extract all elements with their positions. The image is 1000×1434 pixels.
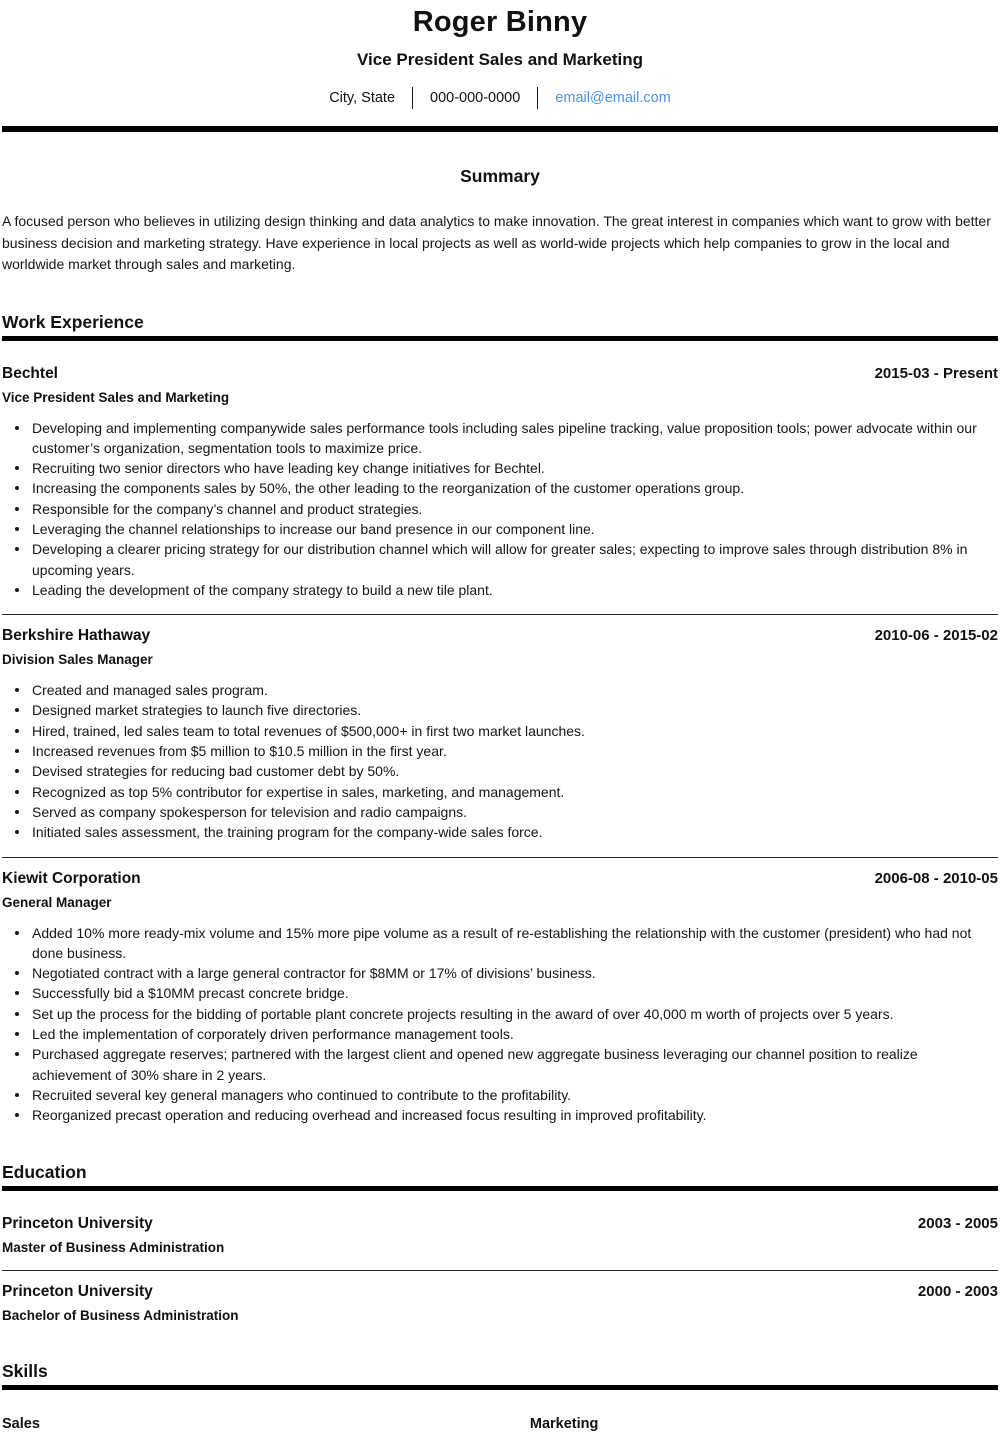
summary-heading: Summary xyxy=(460,166,540,186)
school-name: Princeton University xyxy=(2,1214,153,1232)
job-bullet-list xyxy=(2,923,998,1126)
section-rule xyxy=(2,1385,998,1390)
education-dates: 2003 - 2005 xyxy=(917,1214,998,1232)
education-header xyxy=(2,1215,998,1233)
skill-item-marketing: Marketing xyxy=(529,1415,599,1432)
bullet-item: Recruited several key general managers who continued to contribute to the profitability. xyxy=(2,1085,998,1105)
contact-phone: 000-000-0000 xyxy=(430,90,521,106)
skills-list xyxy=(2,1414,998,1434)
job-entry-berkshire-hathaway xyxy=(2,627,998,842)
bullet-item: Initiated sales assessment, the training program for the company-wide sales force. xyxy=(2,822,998,842)
bullet-item: Reorganized precast operation and reducing overhead and increased focus resulting in improved profitability. xyxy=(2,1105,998,1125)
bullet-item: Developing a clearer pricing strategy for our distribution channel which will allow for greater sales; expecting to improve sales through distribution 8% in upcoming years. xyxy=(2,539,998,580)
education-entry-bachelors xyxy=(2,1283,998,1323)
summary-text: A focused person who believes in utilizing design thinking and data analytics to make innovation. The great interest in companies which want to grow with better business decision and marketing strategy. Have experience in local projects as well as world-wide projects which help companies to grow in the local and worldwide market through sales and marketing. xyxy=(2,213,991,272)
bullet-item: Hired, trained, led sales team to total revenues of $500,000+ in first two market launches. xyxy=(2,721,998,741)
job-role: Vice President Sales and Marketing xyxy=(2,389,230,405)
bullet-item: Developing and implementing companywide sales performance tools including sales pipeline tracking, value proposition tools; power advocate within our customer’s organization, segmentation tools to maximize price. xyxy=(2,418,998,459)
bullet-item: Recognized as top 5% contributor for expertise in sales, marketing, and management. xyxy=(2,782,998,802)
bullet-item: Recruiting two senior directors who have leading key change initiatives for Bechtel. xyxy=(2,458,998,478)
company-name: Berkshire Hathaway xyxy=(2,627,151,645)
contact-email-link[interactable]: email@email.com xyxy=(555,90,671,106)
entry-divider xyxy=(2,1270,998,1271)
job-header xyxy=(2,870,998,888)
degree-name: Master of Business Administration xyxy=(2,1239,225,1255)
bullet-item: Purchased aggregate reserves; partnered with the largest client and opened new aggregate business leveraging our channel position to realize achievement of 30% share in 2 years. xyxy=(2,1044,998,1085)
contact-location: City, State xyxy=(329,90,396,106)
education-heading: Education xyxy=(2,1161,87,1182)
education-dates: 2000 - 2003 xyxy=(917,1282,998,1300)
work-experience-heading: Work Experience xyxy=(2,311,144,332)
job-dates: 2010-06 - 2015-02 xyxy=(874,627,998,645)
job-header xyxy=(2,365,998,383)
section-rule xyxy=(2,336,998,341)
job-dates: 2006-08 - 2010-05 xyxy=(874,869,998,887)
bullet-item: Added 10% more ready-mix volume and 15% more pipe volume as a result of re-establishing the relationship with the customer (president) who had not done business. xyxy=(2,923,998,964)
bullet-item: Leading the development of the company strategy to build a new tile plant. xyxy=(2,580,998,600)
education-entry-masters xyxy=(2,1215,998,1255)
bullet-item: Successfully bid a $10MM precast concrete bridge. xyxy=(2,983,998,1003)
company-name: Bechtel xyxy=(2,364,58,382)
bullet-item: Led the implementation of corporately driven performance management tools. xyxy=(2,1024,998,1044)
person-name: Roger Binny xyxy=(412,6,588,38)
entry-divider xyxy=(2,857,998,858)
education-header xyxy=(2,1283,998,1301)
job-role: Division Sales Manager xyxy=(2,652,153,668)
job-dates: 2015-03 - Present xyxy=(874,364,998,382)
header-rule xyxy=(2,126,998,132)
skill-item-sales: Sales xyxy=(2,1415,40,1432)
bullet-item: Leveraging the channel relationships to increase our band presence in our component line. xyxy=(2,519,998,539)
skills-heading: Skills xyxy=(2,1360,48,1381)
bullet-item: Increased revenues from $5 million to $10.5 million in the first year. xyxy=(2,741,998,761)
entry-divider xyxy=(2,614,998,615)
degree-name: Bachelor of Business Administration xyxy=(2,1307,239,1323)
job-bullet-list xyxy=(2,418,998,601)
bullet-item: Set up the process for the bidding of portable plant concrete projects resulting in the award of over 40,000 m worth of projects over 5 years. xyxy=(2,1004,998,1024)
job-header xyxy=(2,627,998,645)
bullet-item: Negotiated contract with a large general contractor for $8MM or 17% of divisions’ business. xyxy=(2,963,998,983)
contact-row xyxy=(2,87,998,109)
bullet-item: Devised strategies for reducing bad customer debt by 50%. xyxy=(2,761,998,781)
bullet-item: Served as company spokesperson for television and radio campaigns. xyxy=(2,802,998,822)
bullet-item: Designed market strategies to launch five directories. xyxy=(2,700,998,720)
bullet-item: Created and managed sales program. xyxy=(2,680,998,700)
job-entry-kiewit-corporation xyxy=(2,870,998,1126)
job-role: General Manager xyxy=(2,894,112,910)
job-bullet-list xyxy=(2,680,998,842)
school-name: Princeton University xyxy=(2,1282,153,1300)
company-name: Kiewit Corporation xyxy=(2,869,141,887)
bullet-item: Increasing the components sales by 50%, the other leading to the reorganization of the customer operations group. xyxy=(2,478,998,498)
resume-header xyxy=(2,0,998,109)
job-entry-bechtel xyxy=(2,365,998,601)
person-title: Vice President Sales and Marketing xyxy=(357,50,643,69)
bullet-item: Responsible for the company’s channel and product strategies. xyxy=(2,499,998,519)
section-rule xyxy=(2,1186,998,1191)
